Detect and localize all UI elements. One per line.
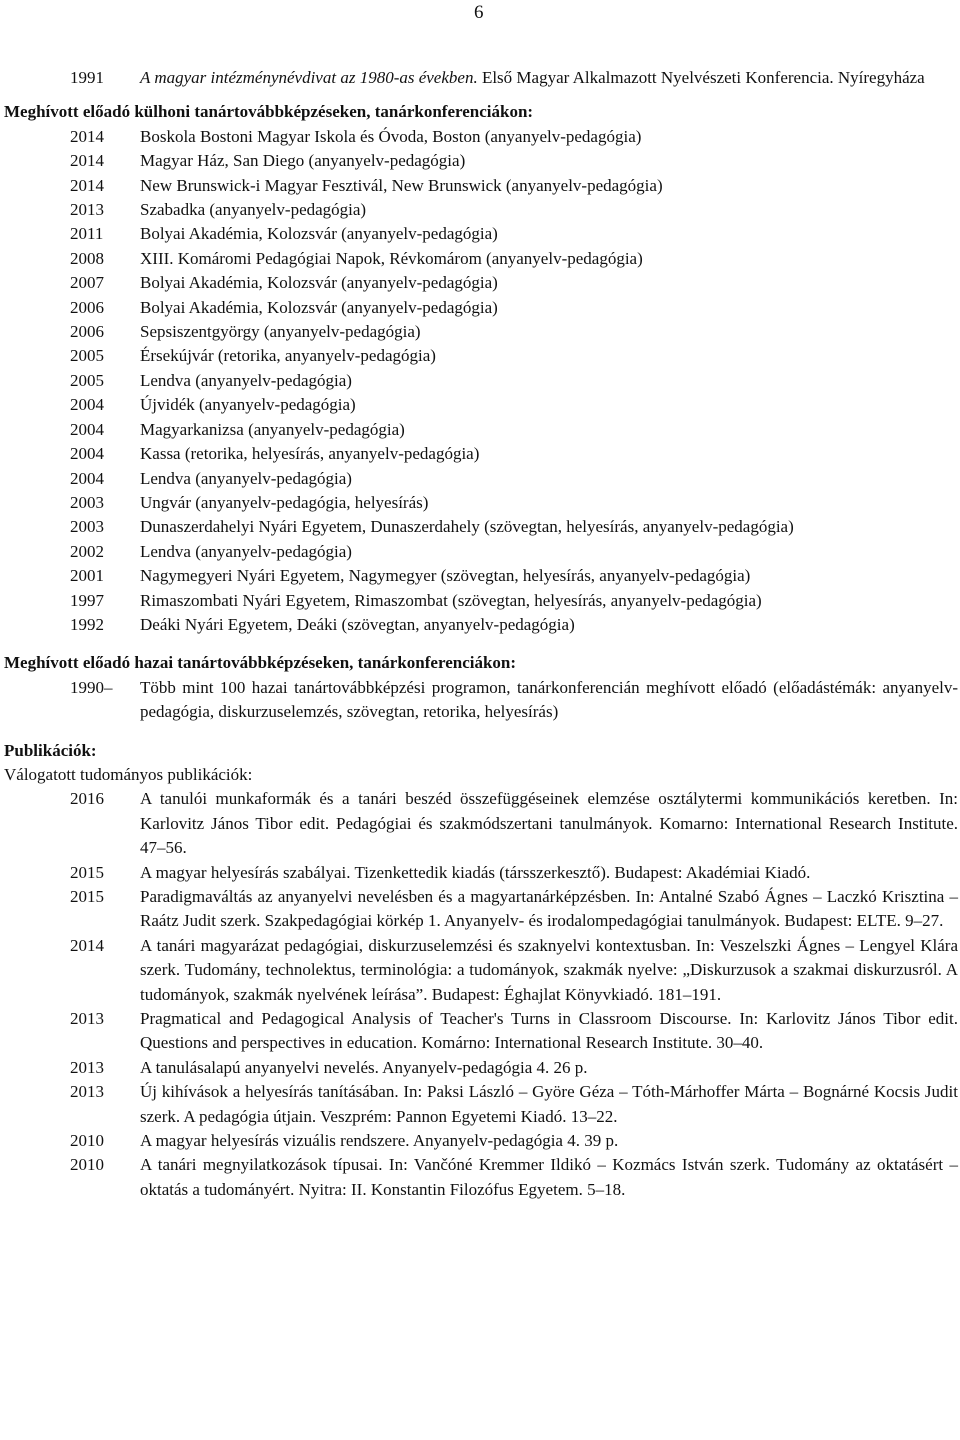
list-item: [4, 589, 958, 613]
list-item: [4, 149, 958, 173]
entry-year: 2015: [70, 887, 104, 906]
entry-year: 2004: [70, 468, 104, 488]
publications-list: [4, 787, 958, 1202]
list-item: [4, 125, 958, 149]
page-number: 6: [474, 2, 484, 23]
list-item: [4, 369, 958, 393]
entry-text: Paradigmaváltás az anyanyelvi nevelésben és a magyartanárképzésben. In: Antalné Szabó Ágnes – Laczkó Krisztina – Raátz Judit szerk. Szakpedagógiai körkép 1. Anyanyelv- és irodalompedagógiai tanulmányok. Budapest: ELTE. 9–27.: [140, 887, 958, 931]
section-heading-domestic: Meghívott előadó hazai tanártovábbképzéseken, tanárkonferenciákon:: [4, 653, 517, 673]
entry-year: 2006: [70, 297, 104, 317]
entry-text: A tanári magyarázat pedagógiai, diskurzuselemzési és szaknyelvi kontextusban. In: Veszelszki Ágnes – Lengyel Klára szerk. Tudomány, technolektus, terminológia: a tudományok, szakmák nyelve: „Diskurzusok a szakmai diskurzusról. A tudományok, szakmák nyelvének leírása”. Budapest: Éghajlat Könyvkiadó. 181–191.: [140, 935, 958, 1004]
entry-text: Kassa (retorika, helyesírás, anyanyelv-pedagógia): [140, 444, 480, 464]
entry-rest: Első Magyar Alkalmazott Nyelvészeti Konferencia. Nyíregyháza: [477, 68, 925, 87]
entry-year: 2003: [70, 517, 104, 537]
entry-year: 2010: [70, 1155, 104, 1175]
entry-text: Érsekújvár (retorika, anyanyelv-pedagógia): [140, 346, 436, 366]
entry-year: 2013: [70, 1082, 104, 1102]
entry-year: 2004: [70, 419, 104, 439]
entry-text: A tanári megnyilatkozások típusai. In: Vančóné Kremmer Ildikó – Kozmács István szerk. Tudomány az oktatásért – oktatás a tudományért. Nyitra: II. Konstantin Filozófus Egyetem. 5–18.: [140, 1155, 958, 1199]
entry-year: 1991: [70, 68, 104, 87]
entry-text: Ungvár (anyanyelv-pedagógia, helyesírás): [140, 492, 429, 512]
list-item: [4, 676, 958, 725]
entry-year: 2010: [70, 1131, 104, 1151]
entry-text: New Brunswick-i Magyar Fesztivál, New Brunswick (anyanyelv-pedagógia): [140, 175, 663, 195]
entry-year: 2013: [70, 1057, 104, 1077]
entry-text: Lendva (anyanyelv-pedagógia): [140, 468, 352, 488]
entry-year: 2002: [70, 541, 104, 561]
list-item: [4, 934, 958, 1007]
entry-year: 2005: [70, 370, 104, 390]
entry-text: Lendva (anyanyelv-pedagógia): [140, 541, 352, 561]
entry-text: Magyar Ház, San Diego (anyanyelv-pedagógia): [140, 151, 466, 171]
list-item: [4, 787, 958, 860]
list-item: [4, 247, 958, 271]
entry-year: 1992: [70, 614, 104, 634]
entry-year: 2007: [70, 273, 104, 293]
entry-year: 2014: [70, 126, 104, 146]
entry-text: A magyar helyesírás szabályai. Tizenkettedik kiadás (társszerkesztő). Budapest: Akadémiai Kiadó.: [140, 862, 811, 882]
entry-text: Új kihívások a helyesírás tanításában. In: Paksi László – Györe Géza – Tóth-Márhoffer Márta – Bognárné Kocsis Judit szerk. A pedagógia útjain. Veszprém: Pannon Egyetemi Kiadó. 13–22.: [140, 1082, 958, 1126]
list-item: [4, 271, 958, 295]
list-item: [4, 515, 958, 539]
entry-year: 1997: [70, 590, 104, 610]
entry-year: 2003: [70, 492, 104, 512]
entry-year: 2013: [70, 200, 104, 220]
entry-text: Szabadka (anyanyelv-pedagógia): [140, 200, 367, 220]
list-item: [4, 393, 958, 417]
list-item: [4, 1080, 958, 1129]
entry-year: 2014: [70, 935, 104, 955]
entry-text: Bolyai Akadémia, Kolozsvár (anyanyelv-pedagógia): [140, 273, 498, 293]
entry-year: 2004: [70, 444, 104, 464]
entry-text: Bolyai Akadémia, Kolozsvár (anyanyelv-pedagógia): [140, 224, 498, 244]
entry-year: 1990–: [70, 677, 113, 697]
list-item: [4, 564, 958, 588]
publications-subheading: Válogatott tudományos publikációk:: [4, 764, 253, 784]
list-item: [4, 613, 958, 637]
list-item: [4, 198, 958, 222]
entry-text: Újvidék (anyanyelv-pedagógia): [140, 395, 356, 415]
list-item: [4, 540, 958, 564]
section-heading-abroad: Meghívott előadó külhoni tanártovábbképzéseken, tanárkonferenciákon:: [4, 102, 534, 122]
entry-text: Lendva (anyanyelv-pedagógia): [140, 370, 352, 390]
list-item: [4, 222, 958, 246]
list-item: [4, 491, 958, 515]
list-item: [4, 1007, 958, 1056]
list-item: [4, 418, 958, 442]
entry-year: 2016: [70, 789, 104, 809]
entry-text: [140, 66, 958, 90]
entry-text: Magyarkanizsa (anyanyelv-pedagógia): [140, 419, 405, 439]
list-item: [4, 344, 958, 368]
entry-year: 2013: [70, 1009, 104, 1029]
entry-year: 2015: [70, 862, 104, 882]
entry-year: 2008: [70, 248, 104, 268]
entry-year: 2005: [70, 346, 104, 366]
entry-text: XIII. Komáromi Pedagógiai Napok, Révkomárom (anyanyelv-pedagógia): [140, 248, 643, 268]
list-item: [4, 174, 958, 198]
entry-text: Deáki Nyári Egyetem, Deáki (szövegtan, anyanyelv-pedagógia): [140, 614, 575, 634]
entry-text: Boskola Bostoni Magyar Iskola és Óvoda, Boston (anyanyelv-pedagógia): [140, 126, 642, 146]
entry-year: 2004: [70, 395, 104, 415]
entry-text: Pragmatical and Pedagogical Analysis of Teacher's Turns in Classroom Discourse. In: Karlovitz János Tibor edit. Questions and perspectives in education. Komárno: International Research Institute. 30–40.: [140, 1009, 958, 1053]
entry-text: A tanulásalapú anyanyelvi nevelés. Anyanyelv-pedagógia 4. 26 p.: [140, 1057, 588, 1077]
abroad-list: [4, 125, 958, 638]
entry-text: Több mint 100 hazai tanártovábbképzési programon, tanárkonferencián meghívott előadó (előadástémák: anyanyelv-pedagógia, diskurzuselemzés, szövegtan, retorika, helyesírás): [140, 677, 958, 722]
entry-1991: [4, 66, 958, 90]
entry-text: Rimaszombati Nyári Egyetem, Rimaszombat (szövegtan, helyesírás, anyanyelv-pedagógia): [140, 590, 762, 610]
entry-year: 2014: [70, 175, 104, 195]
entry-text: Dunaszerdahelyi Nyári Egyetem, Dunaszerdahely (szövegtan, helyesírás, anyanyelv-pedagógia): [140, 517, 794, 537]
list-item: [4, 861, 958, 885]
entry-text: Bolyai Akadémia, Kolozsvár (anyanyelv-pedagógia): [140, 297, 498, 317]
document-body: [4, 66, 958, 1202]
list-item: [4, 296, 958, 320]
list-item: [4, 320, 958, 344]
list-item: [4, 1056, 958, 1080]
entry-year: 2011: [70, 224, 104, 244]
section-heading-publications: Publikációk:: [4, 740, 97, 760]
entry-text: Nagymegyeri Nyári Egyetem, Nagymegyer (szövegtan, helyesírás, anyanyelv-pedagógia): [140, 566, 751, 586]
entry-title-italic: A magyar intézménynévdivat az 1980-as években.: [140, 68, 478, 87]
entry-year: 2006: [70, 322, 104, 342]
domestic-list: [4, 676, 958, 725]
list-item: [4, 442, 958, 466]
entry-text: A magyar helyesírás vizuális rendszere. Anyanyelv-pedagógia 4. 39 p.: [140, 1131, 619, 1151]
entry-year: 2001: [70, 566, 104, 586]
list-item: [4, 1129, 958, 1153]
entry-text: A tanulói munkaformák és a tanári beszéd összefüggéseinek elemzése osztálytermi kommunikációs keretben. In: Karlovitz János Tibor edit. Pedagógiai és szakmódszertani tanulmányok. Komarno: International Research Institute. 47–56.: [140, 789, 958, 858]
list-item: [4, 1153, 958, 1202]
entry-year: 2014: [70, 151, 104, 171]
entry-text: Sepsiszentgyörgy (anyanyelv-pedagógia): [140, 322, 421, 342]
list-item: [4, 885, 958, 934]
list-item: [4, 467, 958, 491]
